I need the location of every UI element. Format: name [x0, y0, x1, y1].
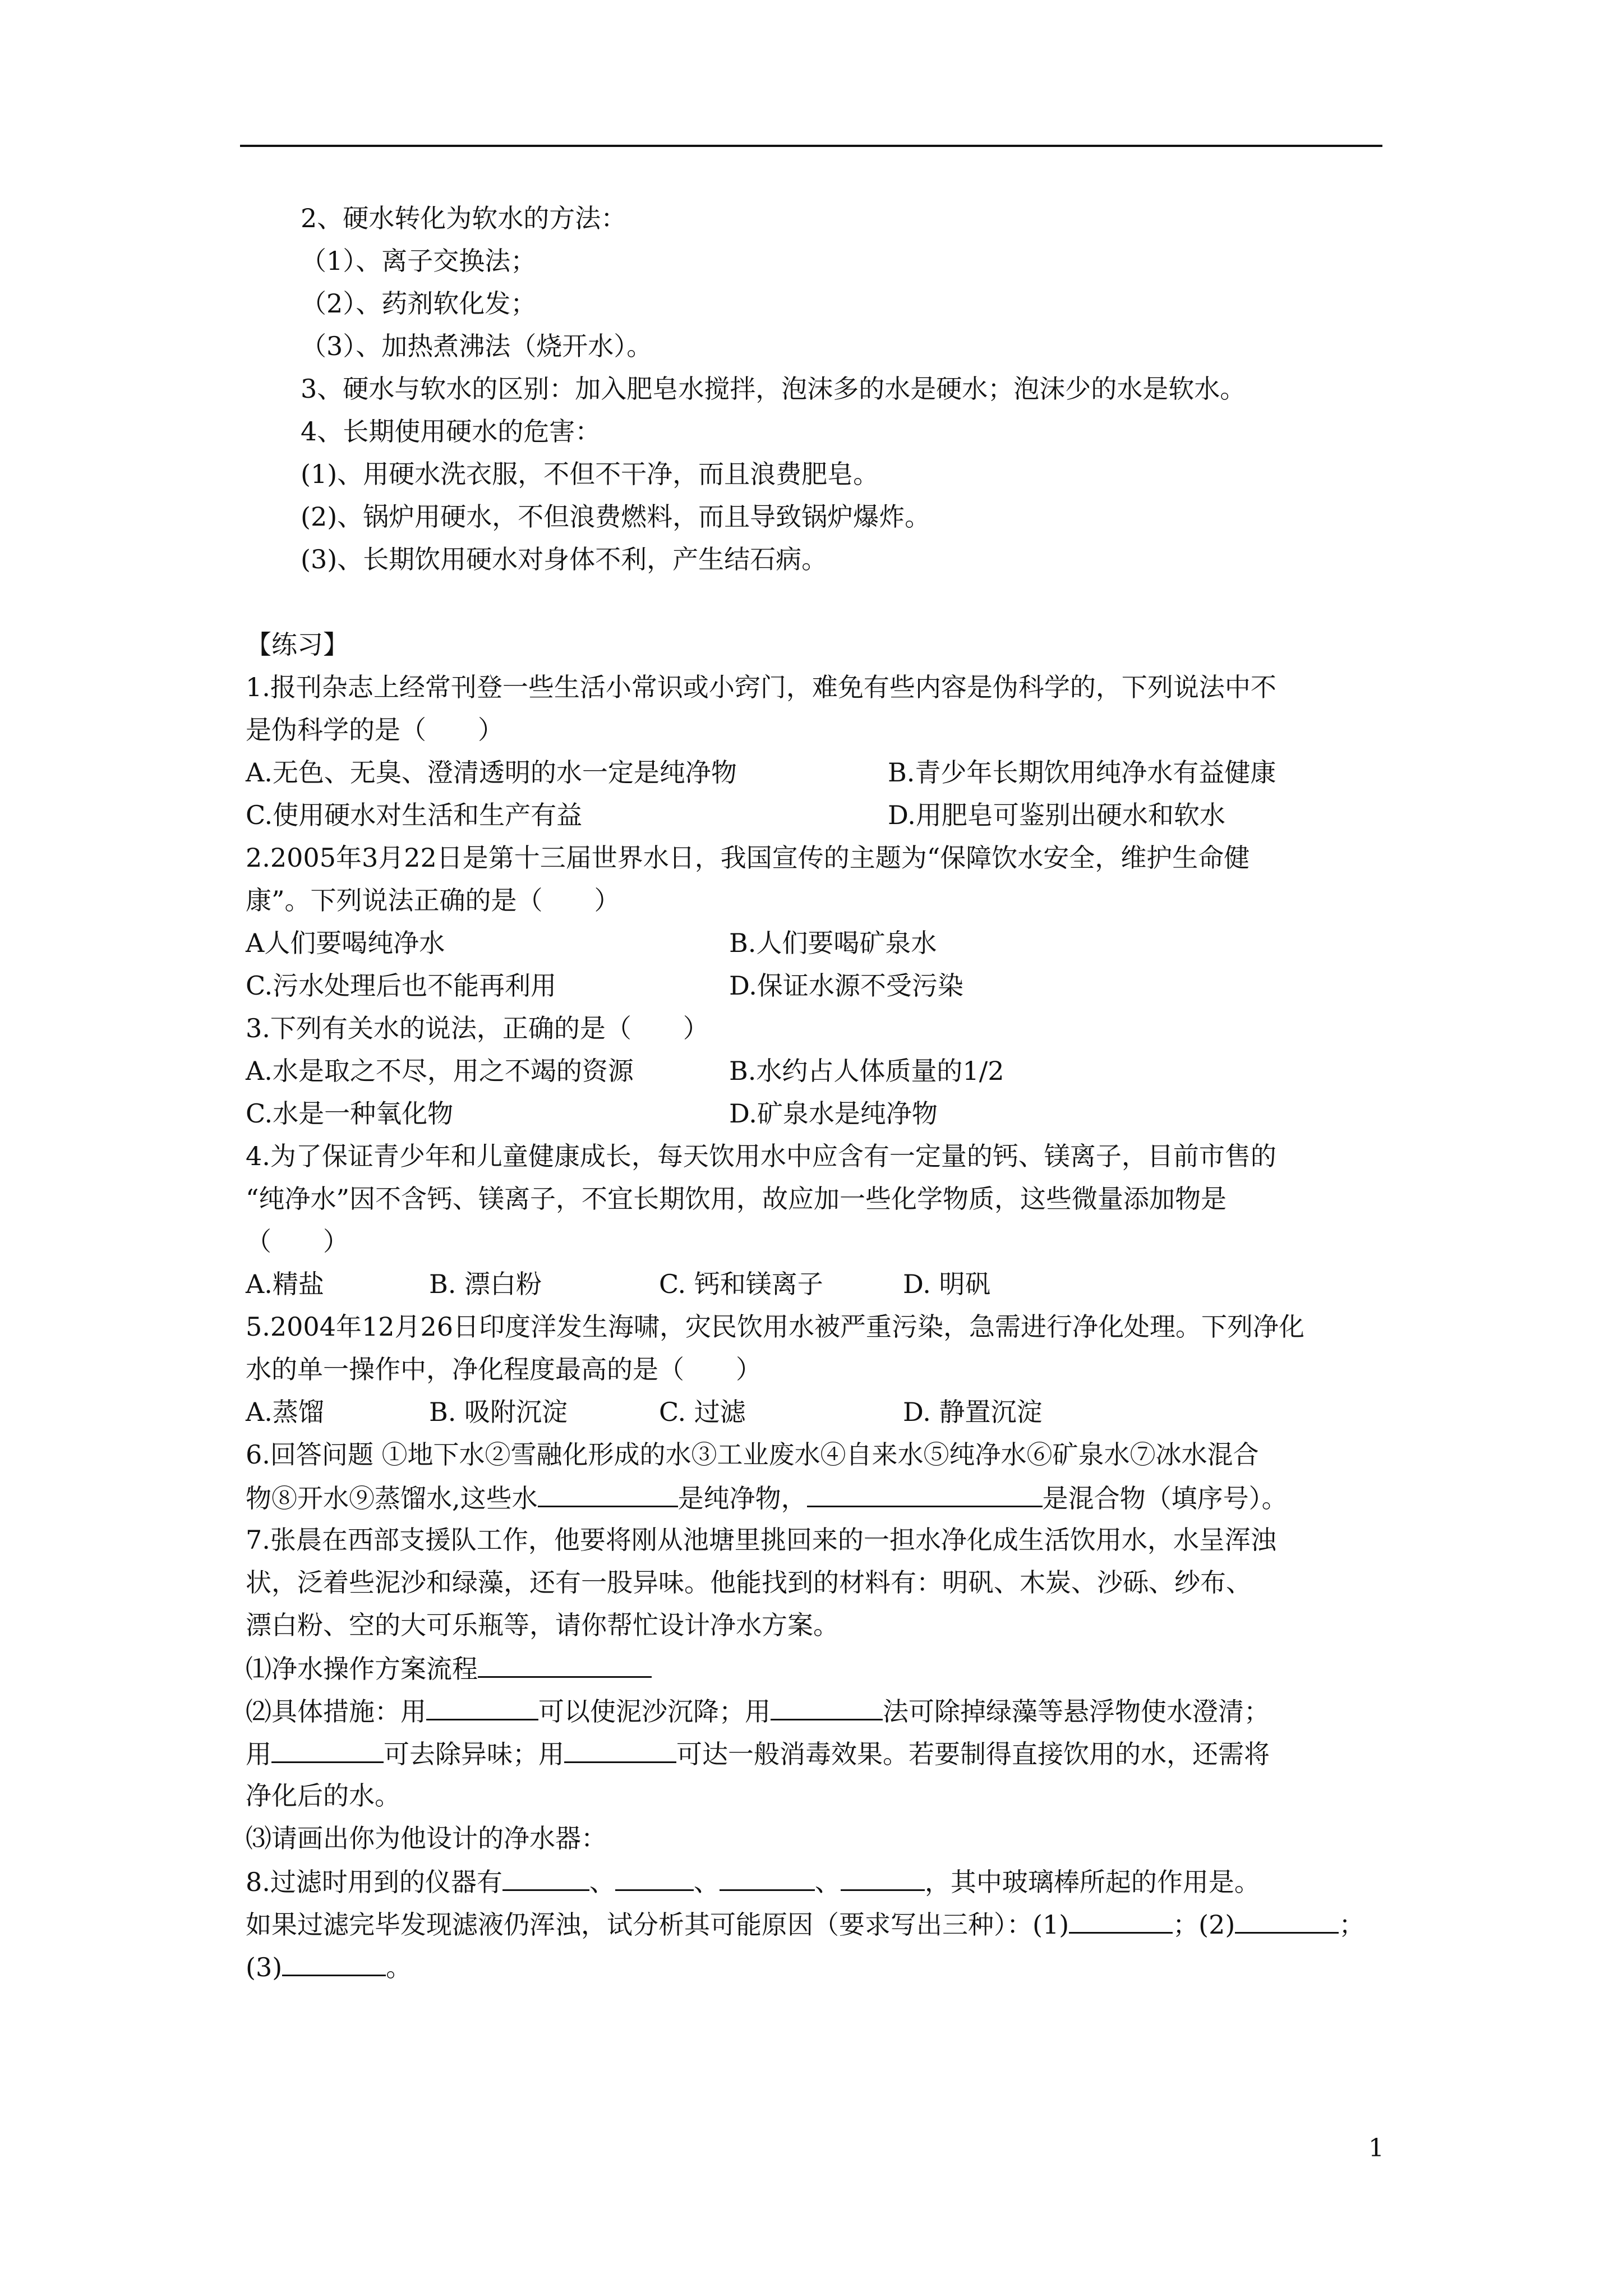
- section-4-item-2: (2)、锅炉用硬水，不但浪费燃料，而且导致锅炉爆炸。: [301, 501, 931, 532]
- q5-option-a: A.蒸馏: [246, 1397, 324, 1427]
- q4-stem-line-2: “纯净水”因不含钙、镁离子，不宜长期饮用，故应加一些化学物质，这些微量添加物是: [246, 1184, 1227, 1214]
- q7-line-2: 状，泛着些泥沙和绿藻，还有一股异味。他能找到的材料有：明矾、木炭、沙砾、纱布、: [246, 1567, 1252, 1598]
- q8-line-2: [246, 1903, 1364, 1945]
- q8-line-1: [246, 1860, 1260, 1902]
- section-2-item-3: （3）、加热煮沸法（烧开水）。: [301, 331, 653, 361]
- q4-option-c: C. 钙和镁离子: [659, 1269, 823, 1299]
- q7-sub-2-line-3: 净化后的水。: [246, 1780, 400, 1811]
- q7-sub1-text: ⑴净水操作方案流程: [246, 1654, 478, 1684]
- q1-stem-line-2: 是伪科学的是（ ）: [246, 715, 504, 745]
- q2-option-d: D.保证水源不受污染: [729, 970, 963, 1001]
- q7-blank-odor[interactable]: [271, 1732, 384, 1763]
- q6-text-a: 物⑧开水⑨蒸馏水,这些水: [246, 1483, 538, 1513]
- q7-sub2-text-d: 用: [246, 1739, 271, 1769]
- q7-blank-disinfect[interactable]: [564, 1732, 676, 1763]
- q8-sep-2: 、: [693, 1867, 720, 1897]
- q7-sub2-text-b: 可以使泥沙沉降；用: [538, 1696, 771, 1727]
- q6-line-1: 6.回答问题 ①地下水②雪融化形成的水③工业废水④自来水⑤纯净水⑥矿泉水⑦冰水混合: [246, 1439, 1259, 1470]
- q8-text-g: 。: [386, 1952, 412, 1982]
- q7-line-1: 7.张晨在西部支援队工作，他要将刚从池塘里挑回来的一担水净化成生活饮用水，水呈浑浊: [246, 1525, 1276, 1555]
- q7-blank-algae[interactable]: [771, 1690, 883, 1720]
- q7-sub-1: [246, 1647, 652, 1689]
- q5-option-d: D. 静置沉淀: [903, 1397, 1043, 1427]
- q6-text-b: 是纯净物，: [677, 1483, 807, 1513]
- q6-line-2: [246, 1476, 1288, 1519]
- q8-sep-3: 、: [814, 1867, 841, 1897]
- q8-blank-4[interactable]: [841, 1860, 925, 1891]
- q7-sub-2-line-2: [246, 1732, 1270, 1774]
- q7-sub2-text-c: 法可除掉绿藻等悬浮物使水澄清；: [883, 1696, 1270, 1727]
- q8-blank-reason-1[interactable]: [1069, 1903, 1173, 1934]
- q8-text-c: 如果过滤完毕发现滤液仍浑浊，试分析其可能原因（要求写出三种）：(1): [246, 1910, 1069, 1940]
- practice-heading: 【练习】: [246, 629, 349, 660]
- q6-blank-mixture[interactable]: [807, 1476, 1043, 1507]
- q4-stem-line-1: 4.为了保证青少年和儿童健康成长，每天饮用水中应含有一定量的钙、镁离子，目前市售的: [246, 1141, 1276, 1171]
- q3-option-c: C.水是一种氧化物: [246, 1098, 454, 1129]
- section-3-text: 3、硬水与软水的区别：加入肥皂水搅拌，泡沫多的水是硬水；泡沫少的水是软水。: [301, 374, 1246, 404]
- q1-stem-line-1: 1.报刊杂志上经常刊登一些生活小常识或小窍门，难免有些内容是伪科学的，下列说法中不: [246, 672, 1276, 702]
- q7-line-3: 漂白粉、空的大可乐瓶等，请你帮忙设计净水方案。: [246, 1610, 839, 1640]
- q8-blank-1[interactable]: [502, 1860, 589, 1891]
- q8-text-d: ；(2): [1173, 1910, 1235, 1940]
- q2-option-a: A人们要喝纯净水: [246, 928, 445, 958]
- q8-blank-2[interactable]: [615, 1860, 694, 1891]
- q1-option-a: A.无色、无臭、澄清透明的水一定是纯净物: [246, 757, 737, 788]
- q6-blank-pure[interactable]: [538, 1476, 678, 1507]
- section-4-item-3: (3)、长期饮用硬水对身体不利，产生结石病。: [301, 544, 828, 574]
- q8-blank-3[interactable]: [720, 1860, 815, 1891]
- section-2-title: 2、硬水转化为软水的方法：: [301, 203, 627, 233]
- q5-stem-line-1: 5.2004年12月26日印度洋发生海啸，灾民饮用水被严重污染，急需进行净化处理。下列净化: [246, 1312, 1305, 1342]
- q8-text-e: ；: [1339, 1910, 1365, 1940]
- q7-sub2-text-a: ⑵具体措施：用: [246, 1696, 426, 1727]
- q1-option-d: D.用肥皂可鉴别出硬水和软水: [888, 800, 1225, 830]
- page-number: 1: [1368, 2134, 1384, 2162]
- q8-text-a: 8.过滤时用到的仪器有: [246, 1867, 502, 1897]
- q4-stem-line-3: （ ）: [246, 1226, 349, 1257]
- q5-stem-line-2: 水的单一操作中，净化程度最高的是（ ）: [246, 1354, 762, 1384]
- q8-text-b: ，其中玻璃棒所起的作用是。: [924, 1867, 1260, 1897]
- q7-sub-3: ⑶请画出你为他设计的净水器：: [246, 1823, 607, 1853]
- q7-blank-settle[interactable]: [426, 1690, 538, 1720]
- q7-sub2-text-f: 可达一般消毒效果。若要制得直接饮用的水，还需将: [676, 1739, 1270, 1769]
- q6-text-c: 是混合物（填序号）。: [1042, 1483, 1288, 1513]
- q4-option-a: A.精盐: [246, 1269, 324, 1299]
- section-2-item-2: （2）、药剂软化发；: [301, 288, 537, 319]
- q1-option-c: C.使用硬水对生活和生产有益: [246, 800, 583, 830]
- q5-option-b: B. 吸附沉淀: [429, 1397, 568, 1427]
- q4-option-d: D. 明矾: [903, 1269, 991, 1299]
- q3-option-d: D.矿泉水是纯净物: [729, 1098, 938, 1129]
- q2-option-b: B.人们要喝矿泉水: [729, 928, 937, 958]
- q7-sub2-text-e: 可去除异味；用: [384, 1739, 564, 1769]
- q4-option-b: B. 漂白粉: [429, 1269, 542, 1299]
- q2-stem-line-1: 2.2005年3月22日是第十三届世界水日，我国宣传的主题为“保障饮水安全，维护生命健: [246, 843, 1250, 873]
- q2-option-c: C.污水处理后也不能再利用: [246, 970, 557, 1001]
- q8-text-f: (3): [246, 1952, 283, 1982]
- q1-option-b: B.青少年长期饮用纯净水有益健康: [888, 757, 1276, 788]
- q5-option-c: C. 过滤: [659, 1397, 746, 1427]
- q8-blank-reason-3[interactable]: [282, 1945, 386, 1976]
- q8-line-3: [246, 1945, 412, 1987]
- q3-stem: 3.下列有关水的说法，正确的是（ ）: [246, 1013, 709, 1043]
- q7-blank-flow[interactable]: [478, 1647, 652, 1678]
- q7-sub-2-line-1: [246, 1690, 1270, 1732]
- section-2-item-1: （1）、离子交换法；: [301, 246, 537, 276]
- q2-stem-line-2: 康”。下列说法正确的是（ ）: [246, 885, 620, 915]
- section-4-item-1: (1)、用硬水洗衣服，不但不干净，而且浪费肥皂。: [301, 459, 879, 489]
- q8-sep-1: 、: [589, 1867, 615, 1897]
- q3-option-b: B.水约占人体质量的1/2: [729, 1056, 1004, 1086]
- q8-blank-reason-2[interactable]: [1235, 1903, 1339, 1934]
- q3-option-a: A.水是取之不尽，用之不竭的资源: [246, 1056, 634, 1086]
- section-4-title: 4、长期使用硬水的危害：: [301, 416, 601, 447]
